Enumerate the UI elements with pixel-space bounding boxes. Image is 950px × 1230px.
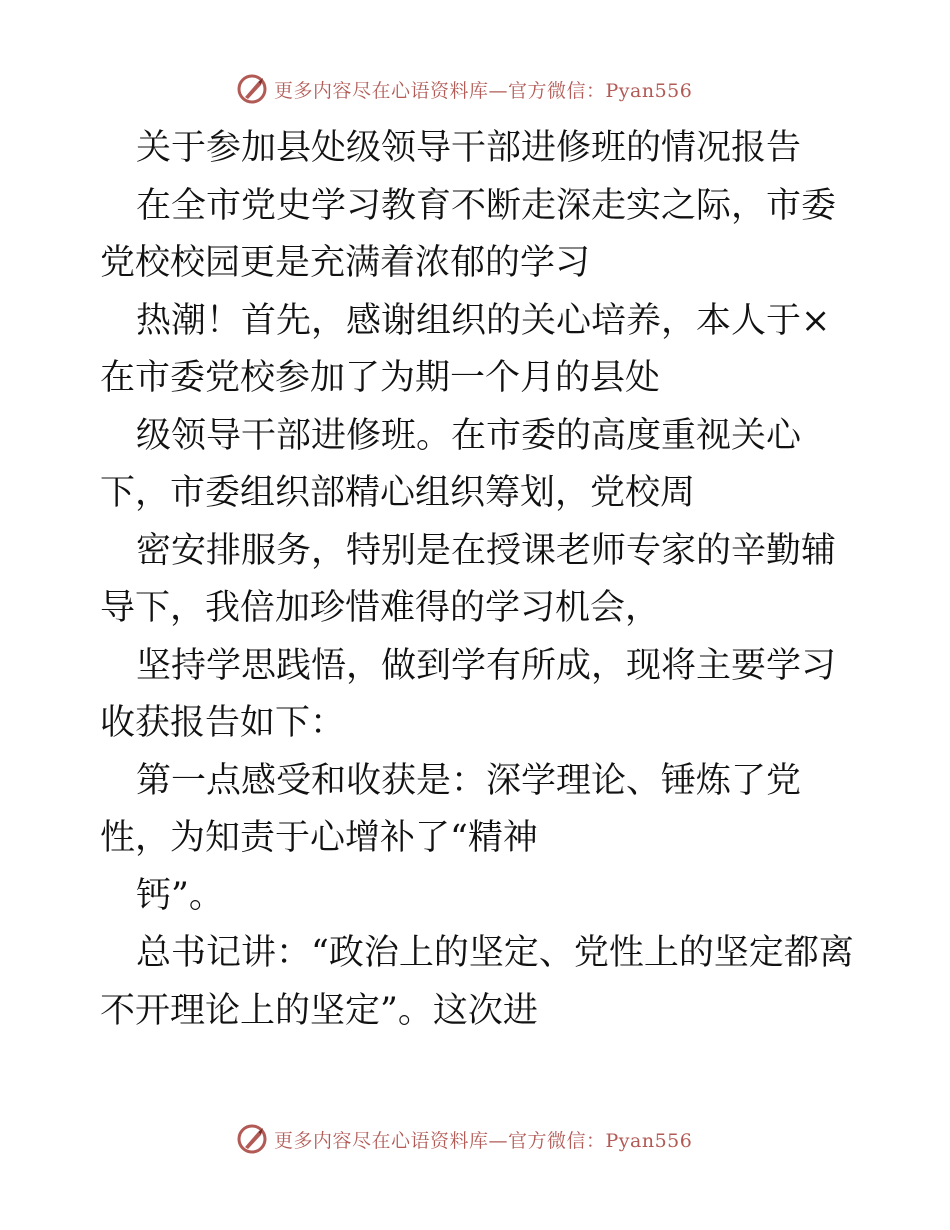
paragraph: 总书记讲：“政治上的坚定、党性上的坚定都离不开理论上的坚定”。这次进 <box>100 933 854 1031</box>
quill-pen-logo-icon <box>236 1123 268 1155</box>
paragraph: 密安排服务，特别是在授课老师专家的辛勤辅导下，我倍加珍惜难得的学习机会， <box>100 530 837 628</box>
quill-pen-logo-icon <box>236 73 268 105</box>
paragraph: 级领导干部进修班。在市委的高度重视关心下，市委组织部精心组织筹划，党校周 <box>100 415 802 513</box>
document-body <box>100 120 860 1040</box>
paragraph: 钙”。 <box>136 875 224 916</box>
paragraph: 热潮！首先，感谢组织的关心培养，本人于×在市委党校参加了为期一个月的县处 <box>100 300 831 398</box>
paragraph: 在全市党史学习教育不断走深走实之际，市委党校校园更是充满着浓郁的学习 <box>100 185 837 283</box>
watermark-text: 更多内容尽在心语资料库—官方微信：Pyan556 <box>274 79 693 102</box>
document-title: 关于参加县处级领导干部进修班的情况报告 <box>136 128 802 168</box>
footer-watermark <box>236 1122 692 1156</box>
paragraph: 坚持学思践悟，做到学有所成，现将主要学习收获报告如下： <box>100 645 837 743</box>
paragraph: 第一点感受和收获是：深学理论、锤炼了党性，为知责于心增补了“精神 <box>100 760 802 858</box>
header-watermark <box>236 72 692 106</box>
watermark-text: 更多内容尽在心语资料库—官方微信：Pyan556 <box>274 1129 693 1152</box>
